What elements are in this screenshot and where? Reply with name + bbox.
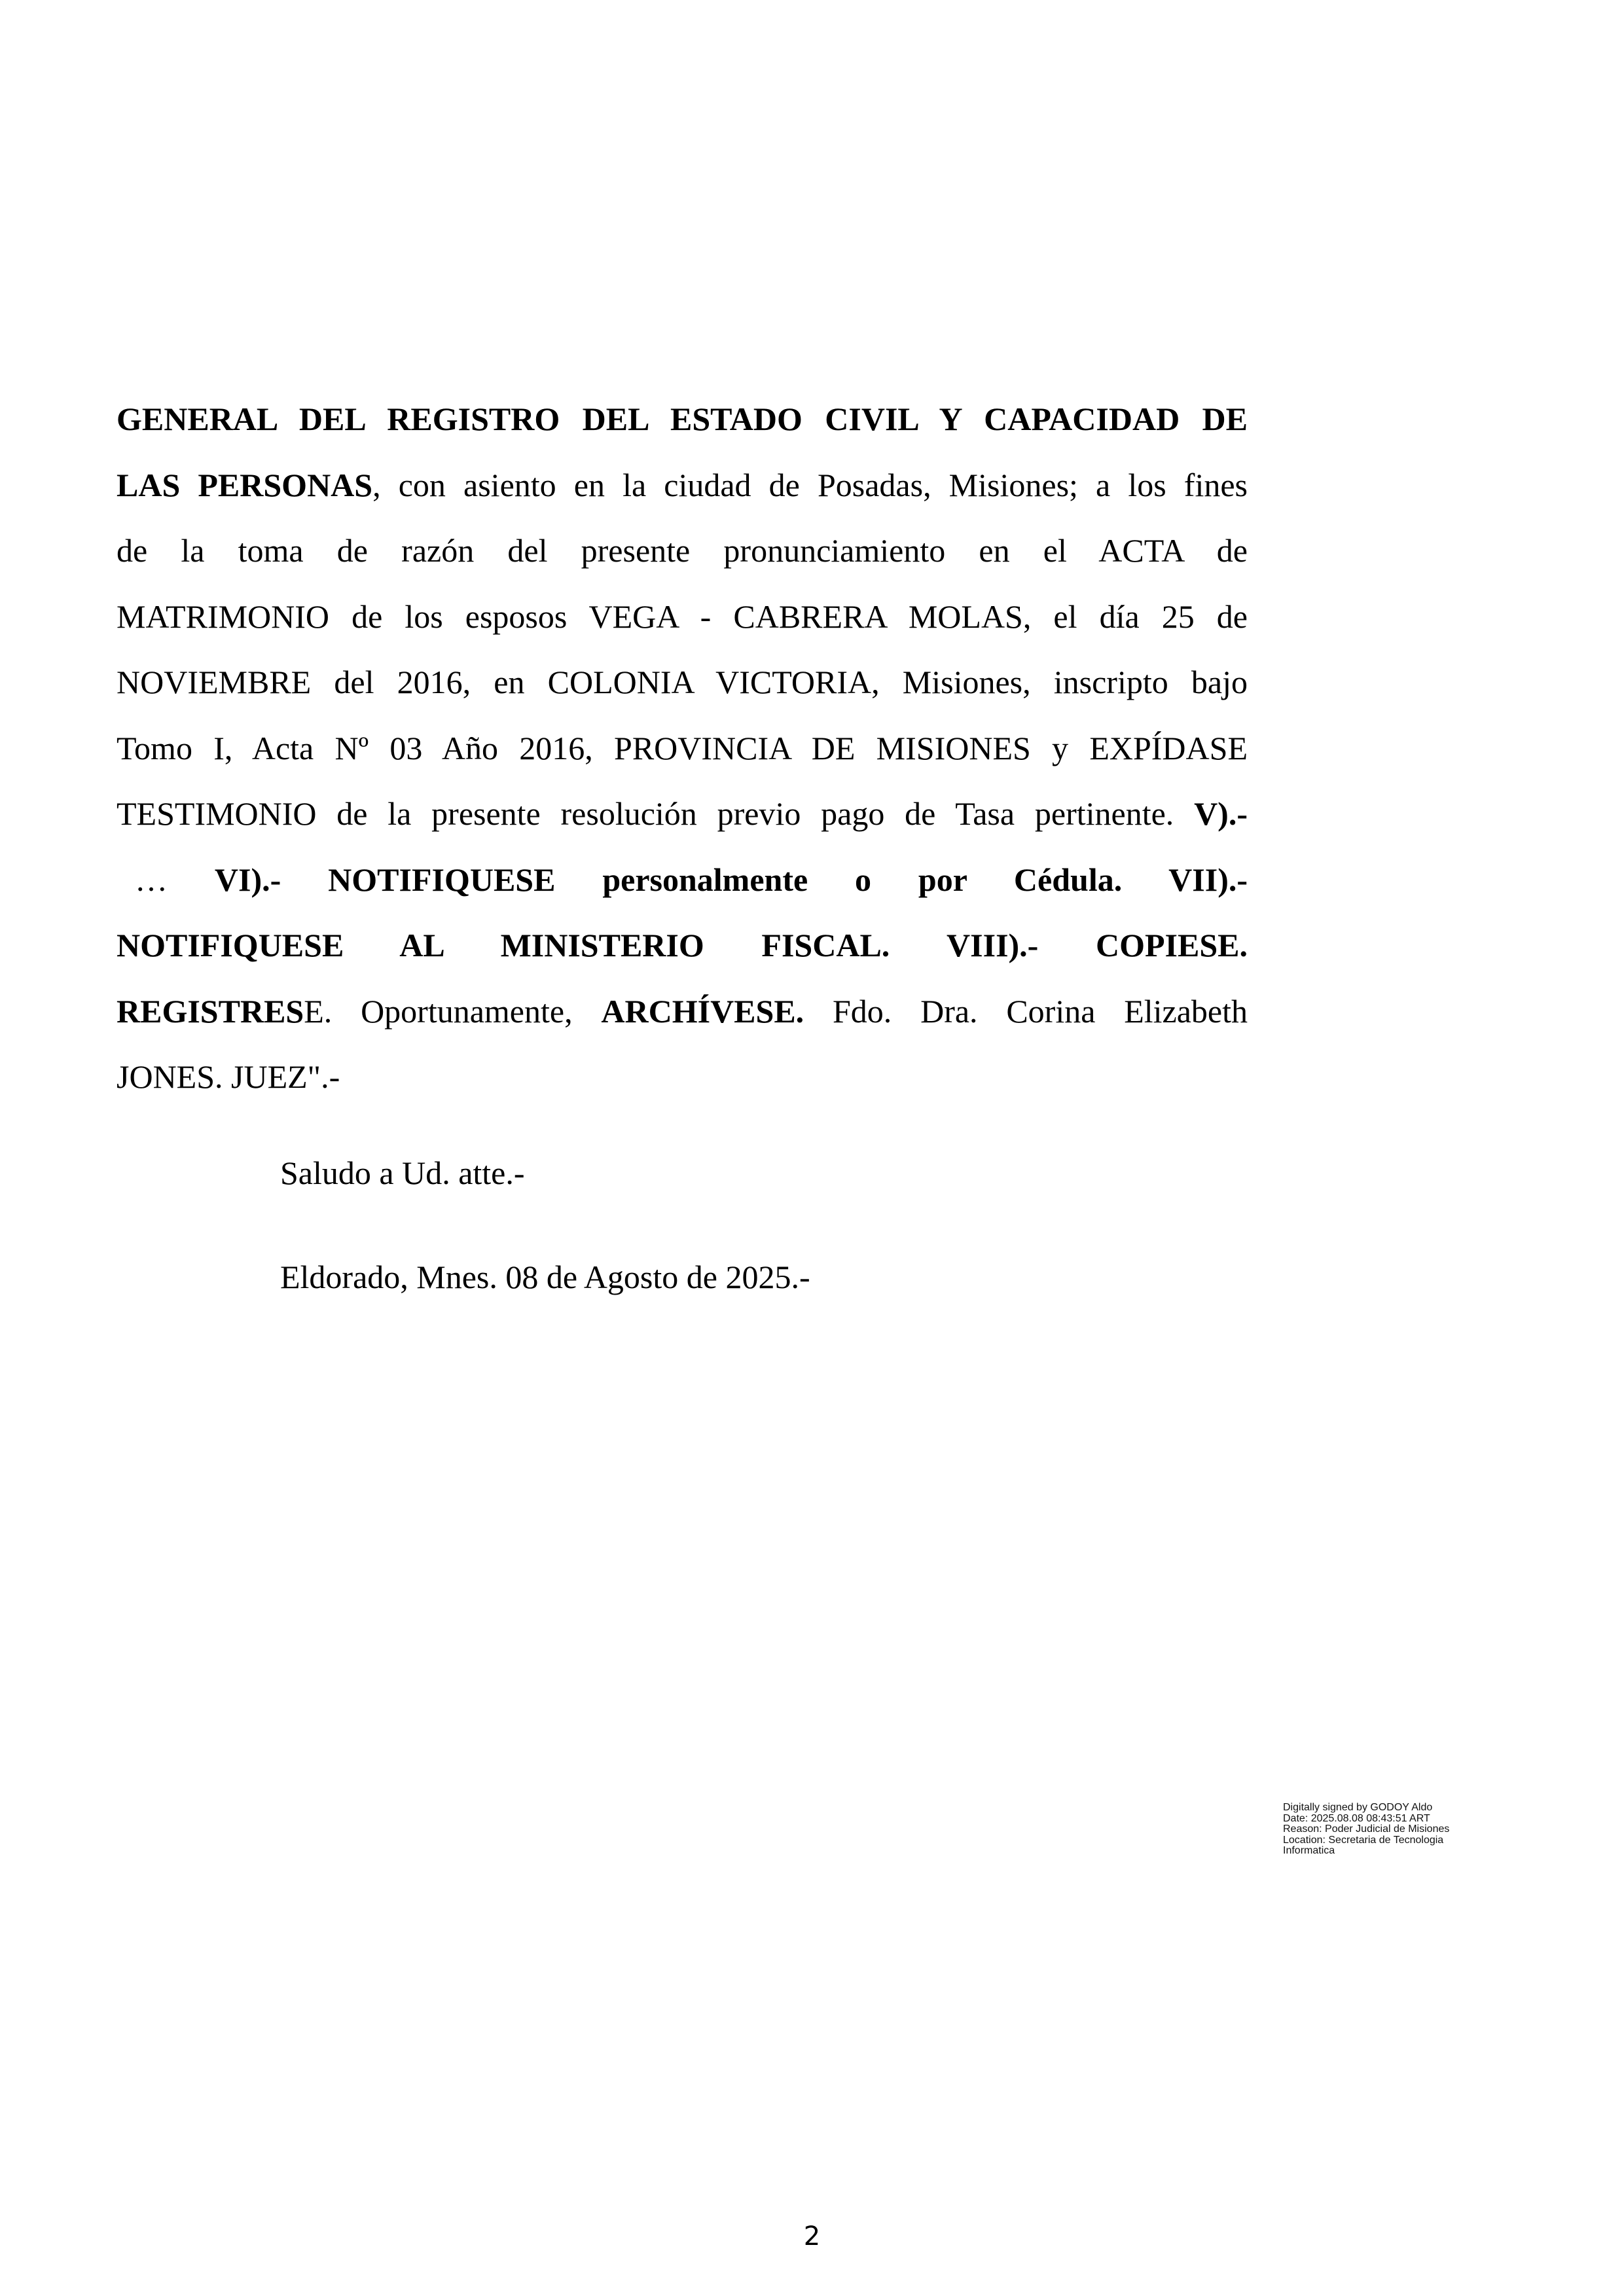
paragraph-line xyxy=(117,518,1248,584)
paragraph-line xyxy=(117,584,1248,650)
paragraph-line xyxy=(117,715,1248,781)
bold-run: NOTIFIQUESE AL MINISTERIO FISCAL. VIII).- COPIESE. xyxy=(117,927,1248,963)
paragraph-line xyxy=(117,847,1248,913)
signature-date: Date: 2025.08.08 08:43:51 ART xyxy=(1283,1812,1430,1824)
text-run: MATRIMONIO de los esposos VEGA - CABRERA MOLAS, el día 25 de xyxy=(117,598,1248,635)
text-run: E. Oportunamente, xyxy=(304,992,602,1030)
bold-run: ARCHÍVESE. xyxy=(601,992,804,1030)
text-run: Fdo. Dra. Corina Elizabeth xyxy=(804,992,1248,1030)
text-run: NOVIEMBRE del 2016, en COLONIA VICTORIA, Misiones, inscripto bajo xyxy=(117,664,1248,700)
signature-location-cont: Informatica xyxy=(1283,1845,1335,1856)
resolution-paragraph xyxy=(117,386,1248,1110)
text-run: JONES. JUEZ".- xyxy=(117,1058,340,1095)
paragraph-line xyxy=(117,649,1248,715)
text-run: de la toma de razón del presente pronunciamiento en el ACTA de xyxy=(117,532,1248,569)
paragraph-line xyxy=(117,1044,1248,1110)
bold-run: LAS PERSONAS xyxy=(117,466,373,503)
paragraph-line xyxy=(117,781,1248,847)
paragraph-line xyxy=(117,386,1248,452)
text-run: , con asiento en la ciudad de Posadas, Misiones; a los fines xyxy=(372,466,1248,503)
signature-signed-by: Digitally signed by GODOY Aldo xyxy=(1283,1802,1433,1813)
bold-run: VI).- NOTIFIQUESE personalmente o por Cédula. VII).- xyxy=(214,861,1248,898)
paragraph-line xyxy=(117,912,1248,978)
text-run: Tomo I, Acta Nº 03 Año 2016, PROVINCIA DE MISIONES y EXPÍDASE xyxy=(117,729,1248,766)
text-run: TESTIMONIO de la presente resolución previo pago de Tasa pertinente. xyxy=(117,795,1195,832)
bold-run: V).- xyxy=(1194,795,1248,832)
digital-signature-block xyxy=(1283,1803,1519,1857)
closing-place-date: Eldorado, Mnes. 08 de Agosto de 2025.- xyxy=(280,1259,810,1295)
paragraph-line xyxy=(117,452,1248,518)
signature-location: Location: Secretaria de Tecnologia xyxy=(1283,1834,1444,1846)
bold-run: REGISTRES xyxy=(117,992,304,1030)
text-run: … xyxy=(135,861,215,898)
bold-run: GENERAL DEL REGISTRO DEL ESTADO CIVIL Y CAPACIDAD DE xyxy=(117,401,1248,437)
closing-greeting: Saludo a Ud. atte.- xyxy=(280,1155,525,1191)
page-number: 2 xyxy=(803,2221,821,2251)
paragraph-line xyxy=(117,978,1248,1045)
signature-reason: Reason: Poder Judicial de Misiones xyxy=(1283,1823,1450,1835)
